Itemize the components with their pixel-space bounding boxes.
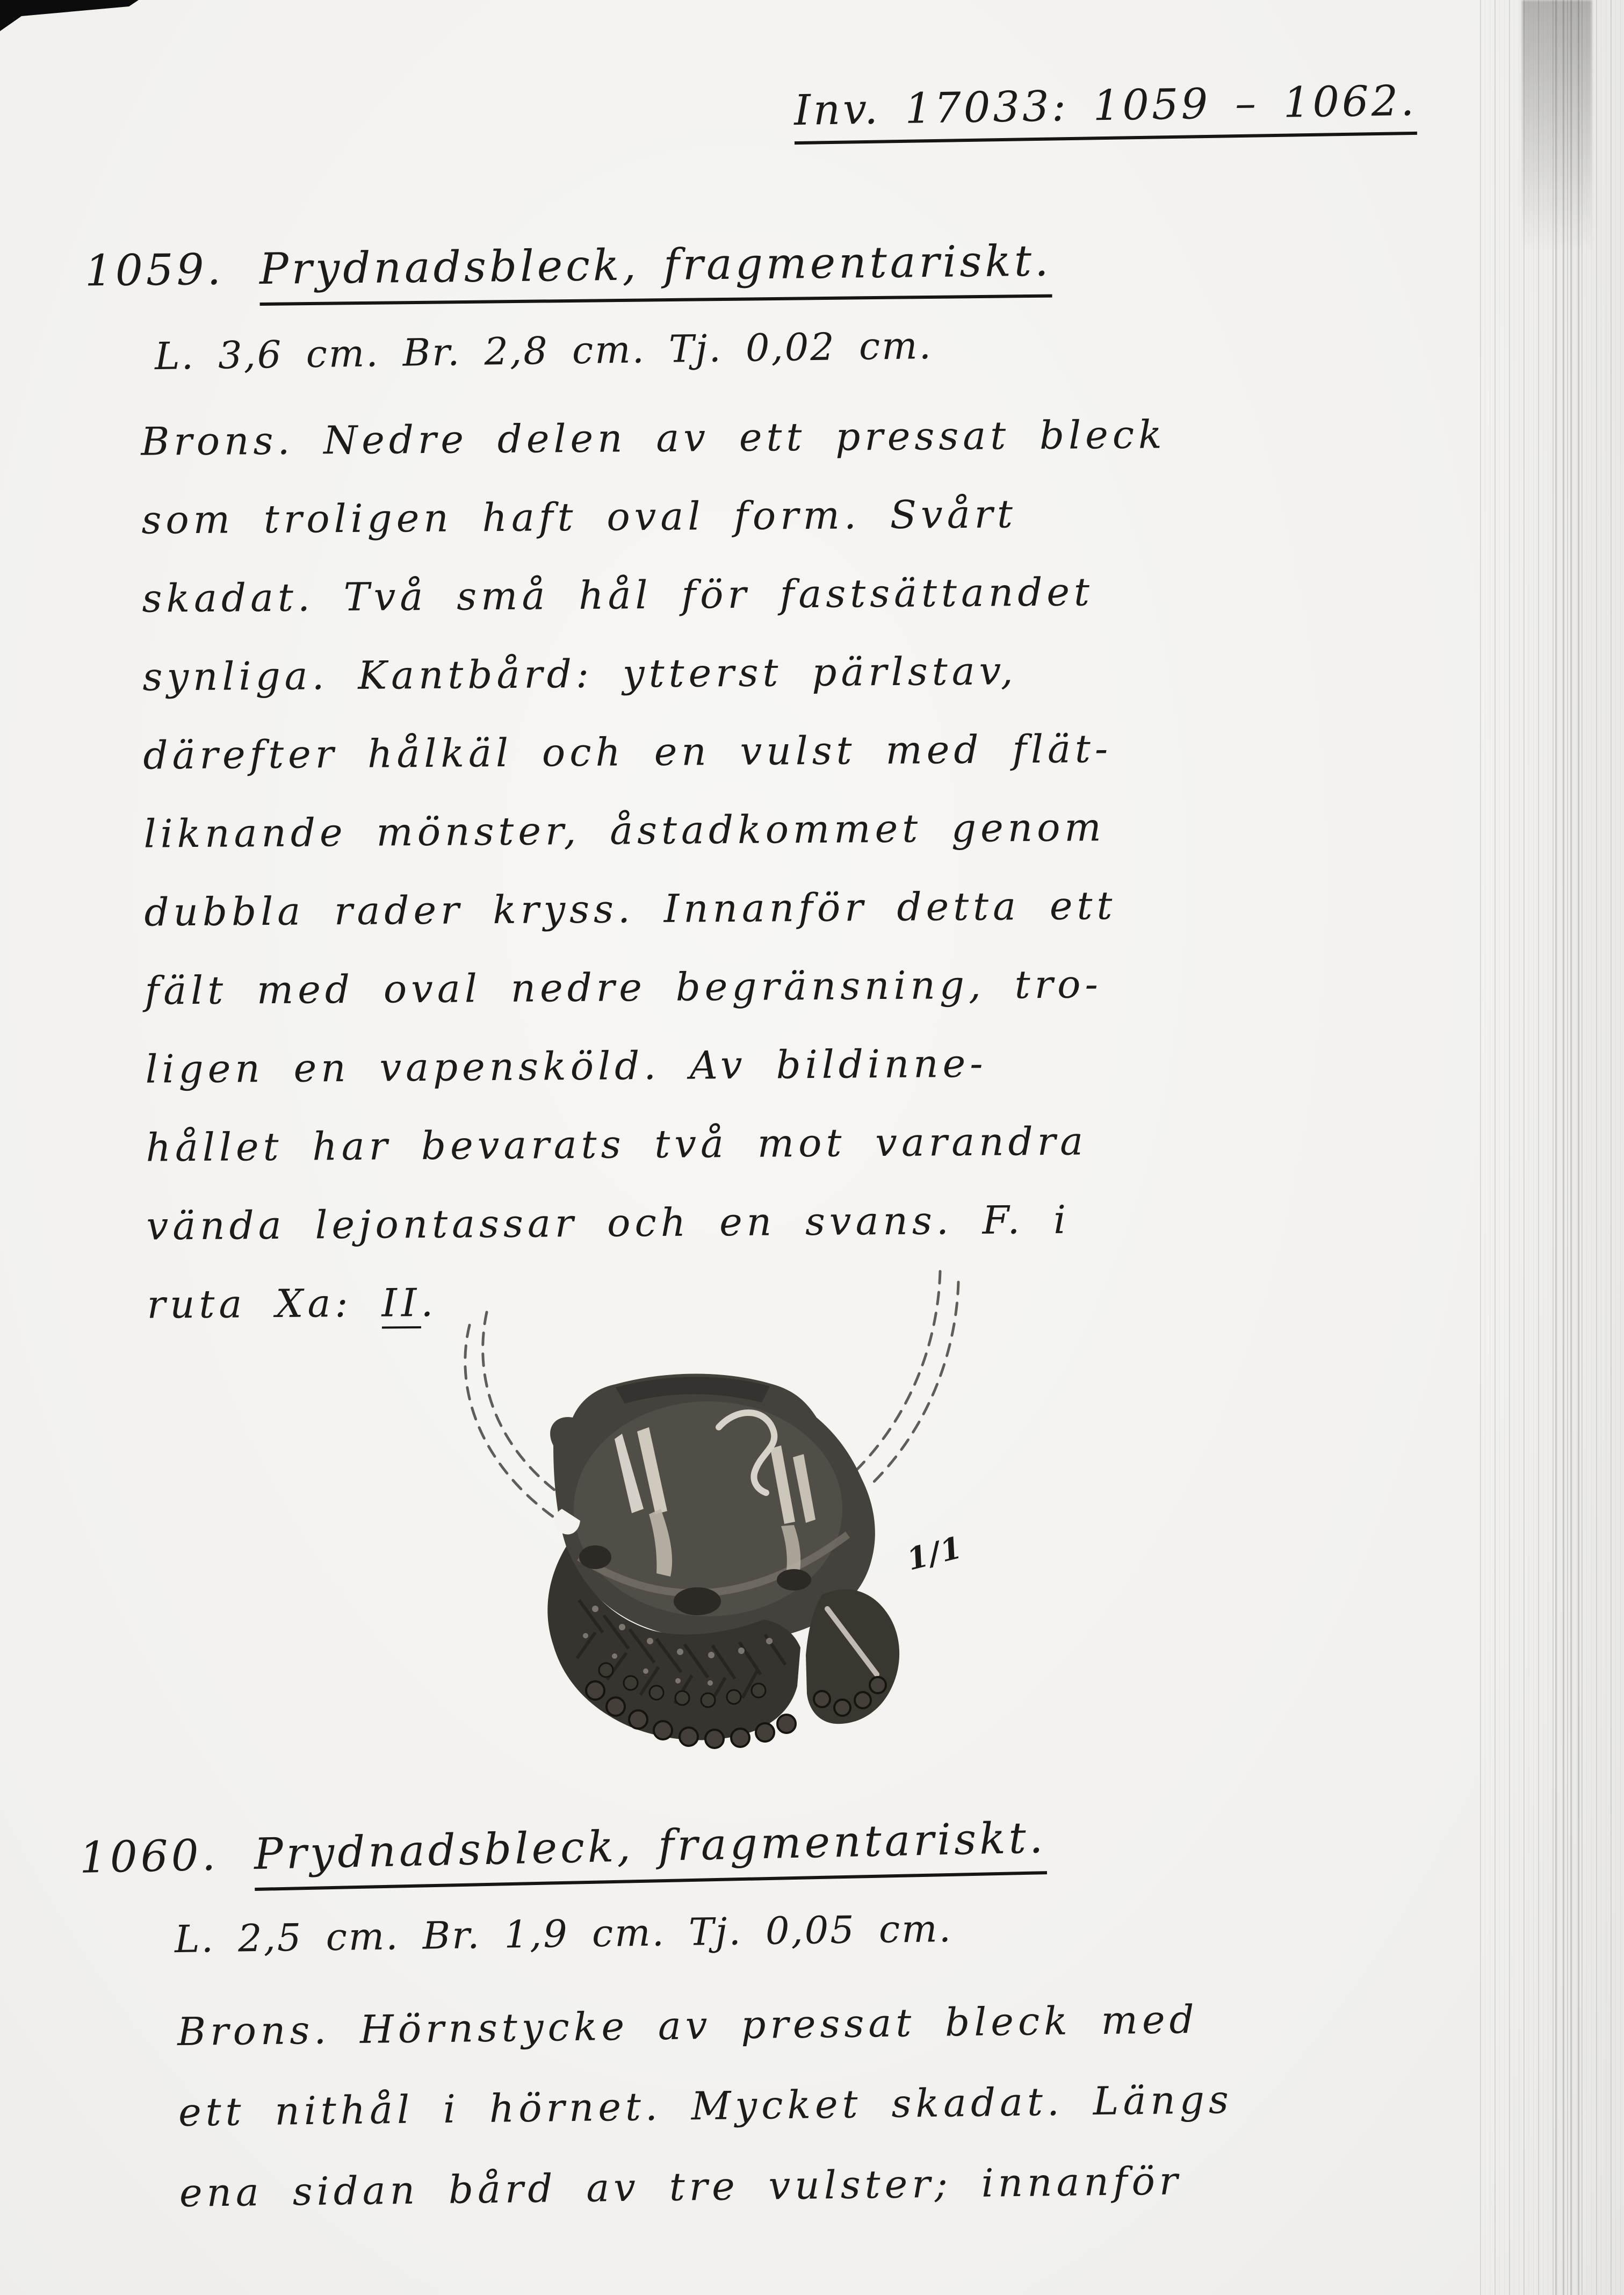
fragment-detached-piece	[806, 1589, 899, 1724]
figure-reference-period: .	[421, 1279, 438, 1326]
book-page-edge-streaks	[1480, 0, 1624, 2295]
entry-body-line: ligen en vapensköld. Av bildinne-	[145, 1040, 987, 1092]
entry-measurements: L. 3,6 cm. Br. 2,8 cm. Tj. 0,02 cm.	[154, 323, 933, 379]
entry-body-line: vända lejontassar och en svans. F. i	[146, 1197, 1071, 1249]
entry-body-line: ena sidan bård av tre vulster; innanför	[179, 2158, 1182, 2215]
figure-reference-roman-numeral: II	[381, 1280, 421, 1329]
entry-body-line: synliga. Kantbård: ytterst pärlstav,	[142, 648, 1017, 700]
entry-body-line: Brons. Nedre delen av ett pressat bleck	[141, 412, 1166, 464]
entry-body-line: liknande mönster, åstadkommet genom	[143, 804, 1106, 857]
dashed-outline-right	[855, 1271, 958, 1487]
scan-top-smudge	[1522, 0, 1592, 279]
entry-body-line: som troligen haft oval form. Svårt	[141, 491, 1017, 543]
entry-1059-heading	[84, 236, 1052, 308]
entry-number: 1060.	[78, 1830, 219, 1883]
entry-body-line: fält med oval nedre begränsning, tro-	[145, 961, 1103, 1013]
entry-title: Prydnadsbleck, fragmentariskt.	[254, 1812, 1047, 1891]
entry-body-line: ett nithål i hörnet. Mycket skadat. Längs	[178, 2077, 1233, 2135]
entry-body-line: dubbla rader kryss. Innanför detta ett	[144, 883, 1117, 935]
entry-number: 1059.	[84, 244, 225, 296]
artifact-illustration	[418, 1256, 987, 1783]
entry-body-line: hållet har bevarats två mot varandra	[146, 1118, 1088, 1170]
entry-1060-heading	[79, 1812, 1047, 1895]
entry-body-line: skadat. Två små hål för fastsättandet	[142, 569, 1094, 621]
inventory-header	[793, 77, 1417, 135]
bronze-fragment-drawing	[547, 1373, 899, 1748]
entry-body-line: Brons. Hörnstycke av pressat bleck med	[177, 1996, 1199, 2054]
inventory-number-label: Inv. 17033: 1059 – 1062.	[793, 77, 1417, 145]
entry-body-line: därefter hålkäl och en vulst med flät-	[143, 726, 1113, 778]
scan-corner-artifact	[0, 0, 142, 31]
artifact-figure-svg	[418, 1256, 987, 1783]
entry-title: Prydnadsbleck, fragmentariskt.	[259, 236, 1052, 306]
entry-measurements: L. 2,5 cm. Br. 1,9 cm. Tj. 0,05 cm.	[174, 1906, 953, 1962]
figure-reference-prefix: ruta Xa:	[147, 1280, 382, 1327]
figure-scale-label: 1/1	[903, 1529, 966, 1578]
book-page-edge-streaks-dark	[1555, 0, 1582, 2295]
entry-1059-body	[141, 395, 1172, 1343]
entry-1060-body	[177, 1979, 1234, 2233]
